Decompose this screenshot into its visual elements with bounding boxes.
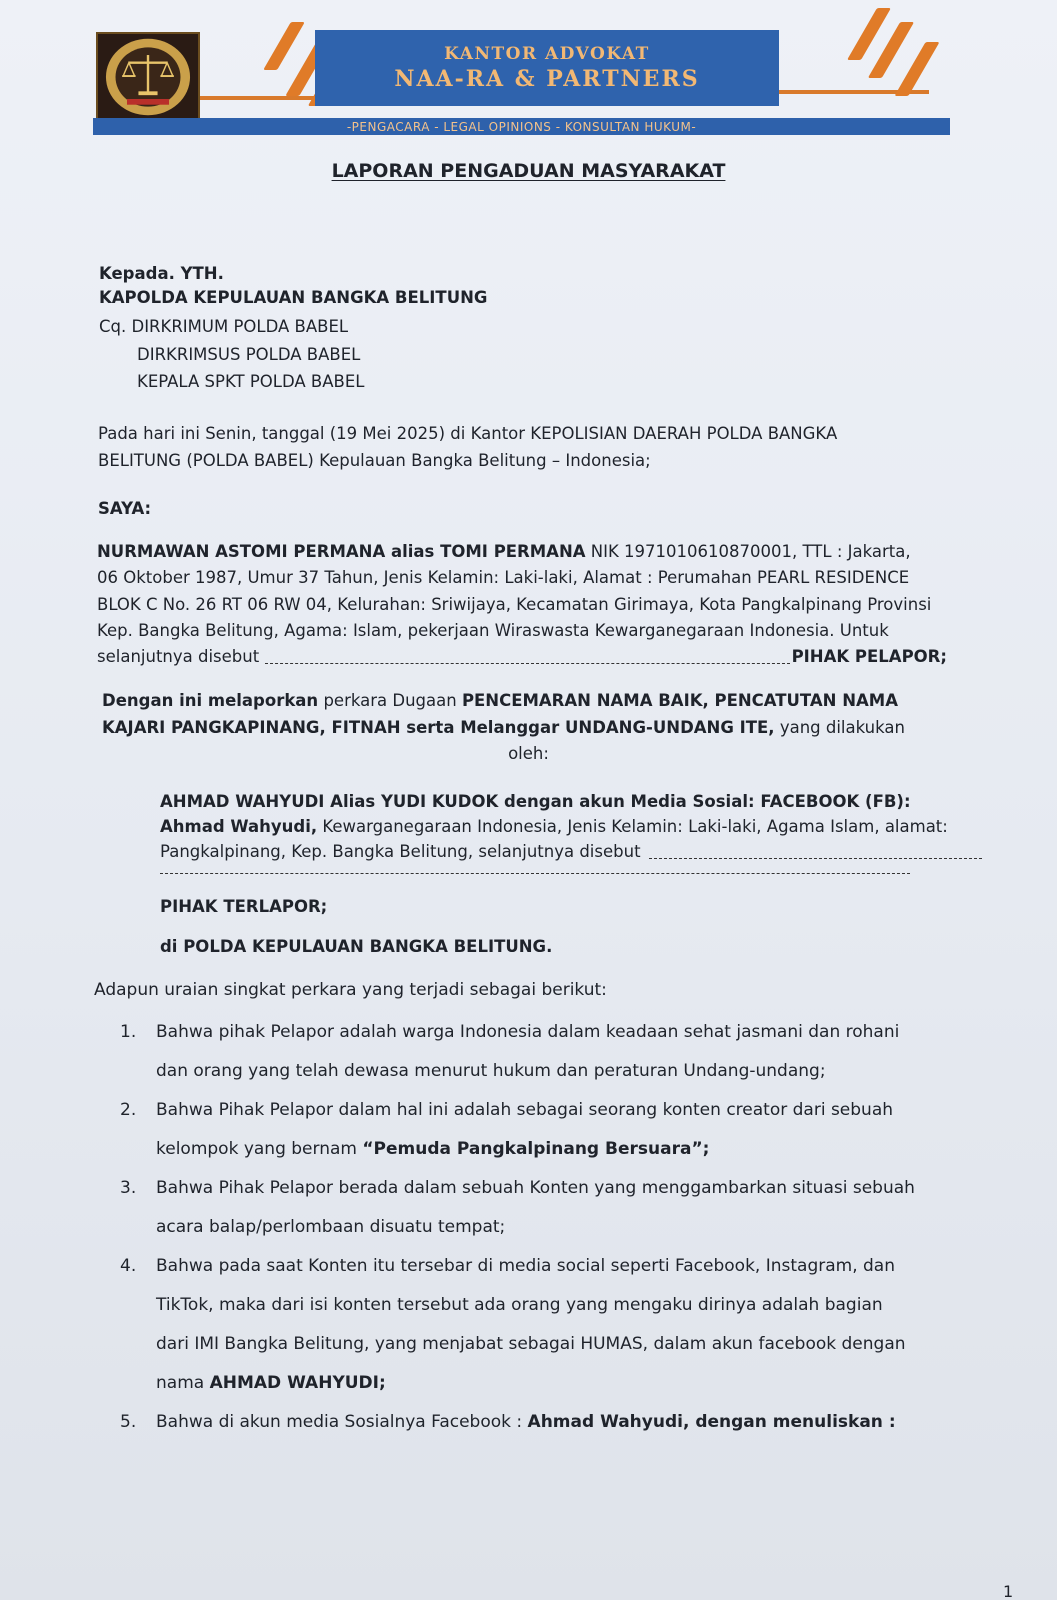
report-line-2 — [102, 716, 905, 740]
report-line-3: oleh: — [508, 744, 549, 763]
list-item-line: dari IMI Bangka Belitung, yang menjabat sebagai HUMAS, dalam akun facebook dengan — [156, 1334, 906, 1354]
list-item-number: 2. — [120, 1100, 137, 1120]
letterhead-orange-rule-left — [200, 96, 316, 100]
report-lead: Dengan ini melaporkan — [102, 691, 319, 710]
report-charge-1: PENCEMARAN NAMA BAIK, PENCATUTAN NAMA — [461, 691, 898, 710]
list-item — [120, 1169, 990, 1247]
reported-line-3-text: Pangkalpinang, Kep. Bangka Belitung, selanjutnya disebut — [160, 842, 641, 861]
saya-label: SAYA: — [98, 499, 152, 518]
dotted-fill-row — [160, 872, 910, 874]
chronology-list — [120, 1013, 990, 1442]
list-item-line: Bahwa pihak Pelapor adalah warga Indonesia dalam keadaan sehat jasmani dan rohani — [156, 1022, 900, 1042]
reporter-line-5-start: selanjutnya disebut — [97, 647, 260, 666]
page-number: 1 — [1003, 1582, 1014, 1600]
list-item-number: 4. — [120, 1256, 137, 1276]
letterhead-banner — [315, 30, 779, 106]
list-item-line: acara balap/perlombaan disuatu tempat; — [156, 1217, 506, 1237]
list-item-line — [156, 1364, 990, 1403]
intro-line-2: BELITUNG (POLDA BABEL) Kepulauan Bangka Belitung – Indonesia; — [98, 451, 651, 470]
firm-tagline: -PENGACARA - LEGAL OPINIONS - KONSULTAN HUKUM- — [93, 118, 950, 135]
dotted-fill — [649, 846, 982, 859]
list-item-line: dan orang yang telah dewasa menurut hukum dan peraturan Undang-undang; — [156, 1061, 826, 1081]
reported-party: PIHAK TERLAPOR; — [160, 897, 328, 916]
report-line-1 — [102, 689, 898, 713]
reporter-line-1-rest: NIK 1971010610870001, TTL : Jakarta, — [590, 542, 911, 561]
list-item-number: 1. — [120, 1022, 137, 1042]
firm-label: KANTOR ADVOKAT — [444, 44, 650, 64]
chronology-intro: Adapun uraian singkat perkara yang terjadi sebagai berikut: — [94, 980, 607, 1000]
reported-line-2-rest: Kewarganegaraan Indonesia, Jenis Kelamin: Laki-laki, Agama Islam, alamat: — [322, 817, 948, 836]
list-item-line: Bahwa Pihak Pelapor dalam hal ini adalah sebagai seorang konten creator dari sebuah — [156, 1100, 894, 1120]
account-name: AHMAD WAHYUDI; — [209, 1373, 386, 1393]
decor-slash-1 — [263, 22, 305, 70]
list-item-text: Bahwa di akun media Sosialnya Facebook : — [156, 1412, 523, 1432]
reported-line-3 — [160, 840, 982, 864]
intro-line-1: Pada hari ini Senin, tanggal (19 Mei 2025) di Kantor KEPOLISIAN DAERAH POLDA BANGKA — [98, 424, 838, 443]
list-item — [120, 1247, 990, 1403]
group-name: “Pemuda Pangkalpinang Bersuara”; — [362, 1139, 710, 1159]
firm-logo — [96, 32, 200, 122]
list-item-line — [156, 1130, 990, 1169]
list-item-number: 5. — [120, 1412, 137, 1432]
reporter-line-2: 06 Oktober 1987, Umur 37 Tahun, Jenis Kelamin: Laki-laki, Alamat : Perumahan PEARL RESIDENCE — [97, 568, 910, 587]
reported-line-2 — [160, 815, 948, 839]
list-item-line: TikTok, maka dari isi konten tersebut ada orang yang mengaku dirinya adalah bagian — [156, 1295, 883, 1315]
reported-name: Ahmad Wahyudi, — [160, 817, 318, 836]
list-item — [120, 1091, 990, 1169]
report-text-2: yang dilakukan — [779, 718, 905, 737]
reporter-line-5 — [97, 645, 947, 669]
recipient-cq-2: DIRKRIMSUS POLDA BABEL — [137, 345, 361, 364]
report-charge-2: KAJARI PANGKAPINANG, FITNAH serta Melanggar UNDANG-UNDANG ITE, — [102, 718, 775, 737]
dotted-fill — [160, 872, 910, 874]
reporter-line-1 — [97, 540, 911, 564]
report-text-1: perkara Dugaan — [323, 691, 457, 710]
list-item-line — [156, 1403, 990, 1442]
list-item-line: Bahwa pada saat Konten itu tersebar di media social seperti Facebook, Instagram, dan — [156, 1256, 895, 1276]
list-item — [120, 1013, 990, 1091]
scales-of-justice-icon — [98, 34, 198, 120]
page-title-wrap — [0, 160, 1057, 182]
reporter-party: PIHAK PELAPOR; — [791, 647, 947, 666]
account-name: Ahmad Wahyudi, dengan menuliskan : — [527, 1412, 896, 1432]
list-item-text: kelompok yang bernam — [156, 1139, 357, 1159]
list-item-text: nama — [156, 1373, 205, 1393]
list-item-line: Bahwa Pihak Pelapor berada dalam sebuah Konten yang menggambarkan situasi sebuah — [156, 1178, 915, 1198]
list-item — [120, 1403, 990, 1442]
firm-name: NAA-RA & PARTNERS — [394, 66, 700, 92]
reporter-line-3: BLOK C No. 26 RT 06 RW 04, Kelurahan: Sriwijaya, Kecamatan Girimaya, Kota Pangkalpinang Provinsi — [97, 595, 932, 614]
decor-slash-6 — [894, 42, 939, 96]
reported-location: di POLDA KEPULAUAN BANGKA BELITUNG. — [160, 937, 553, 956]
salutation: Kepada. YTH. — [99, 264, 224, 283]
recipient-name: KAPOLDA KEPULAUAN BANGKA BELITUNG — [99, 288, 488, 307]
reporter-name: NURMAWAN ASTOMI PERMANA alias TOMI PERMANA — [97, 542, 586, 561]
list-item-number: 3. — [120, 1178, 137, 1198]
reported-line-1: AHMAD WAHYUDI Alias YUDI KUDOK dengan akun Media Sosial: FACEBOOK (FB): — [160, 792, 911, 811]
recipient-cq-1: Cq. DIRKRIMUM POLDA BABEL — [99, 317, 349, 336]
dotted-fill — [265, 651, 789, 664]
recipient-cq-3: KEPALA SPKT POLDA BABEL — [137, 372, 365, 391]
reporter-line-4: Kep. Bangka Belitung, Agama: Islam, pekerjaan Wiraswasta Kewarganegaraan Indonesia. Untuk — [97, 621, 889, 640]
page-title: LAPORAN PENGADUAN MASYARAKAT — [331, 160, 726, 182]
